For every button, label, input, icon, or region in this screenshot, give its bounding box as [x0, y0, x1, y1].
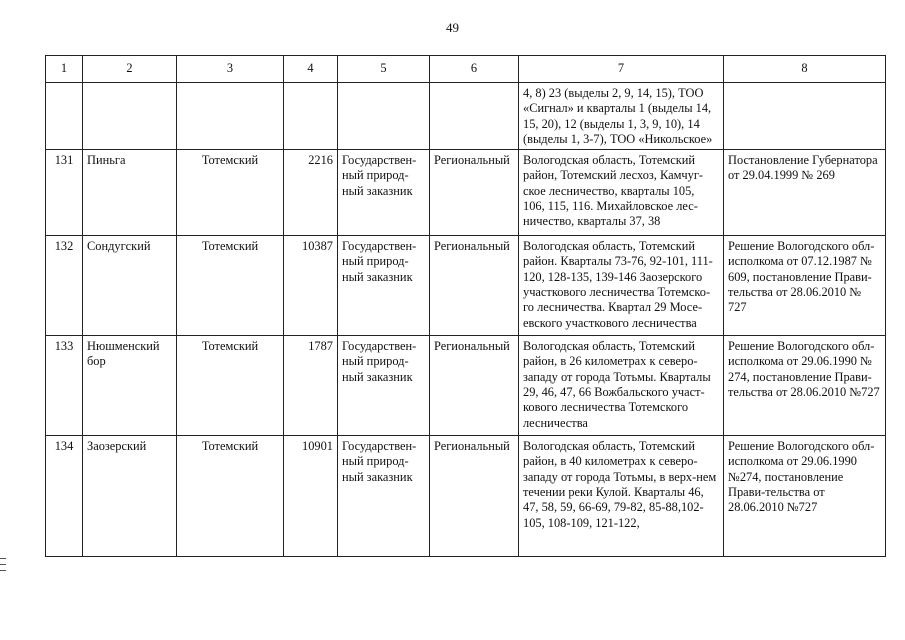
cell-location: Вологодская область, Тотемский район. Кварталы 73-76, 92-101, 111-120, 128-135, 139-146 Заозерского участкового лесничества Тотемско-го лесничества. Квартал 29 Мосе-евского участкового лесничества: [519, 236, 724, 336]
cell-area: 10901: [284, 436, 338, 557]
cell-empty: [338, 83, 430, 150]
cell-name: Сондугский: [83, 236, 177, 336]
cell-empty: [724, 83, 886, 150]
cell-document: Постановление Губернатора от 29.04.1999 № 269: [724, 150, 886, 236]
cell-district: Тотемский: [177, 336, 284, 436]
cell-name: Заозерский: [83, 436, 177, 557]
col-header-1: 1: [46, 56, 83, 83]
continuation-row: [46, 83, 886, 150]
cell-significance: Региональный: [430, 336, 519, 436]
cell-significance: Региональный: [430, 150, 519, 236]
col-header-4: 4: [284, 56, 338, 83]
cell-significance: Региональный: [430, 236, 519, 336]
cell-category: Государствен-ный природ-ный заказник: [338, 336, 430, 436]
cell-district: Тотемский: [177, 436, 284, 557]
cell-number: 134: [46, 436, 83, 557]
col-header-3: 3: [177, 56, 284, 83]
cell-empty: [430, 83, 519, 150]
page-number: 49: [446, 20, 459, 35]
col-header-2: 2: [83, 56, 177, 83]
table-row: [46, 436, 886, 557]
cell-area: 1787: [284, 336, 338, 436]
table-row: [46, 236, 886, 336]
cell-district: Тотемский: [177, 236, 284, 336]
cell-number: 132: [46, 236, 83, 336]
cell-location: Вологодская область, Тотемский район, Тотемский лесхоз, Камчуг-ское лесничество, кварталы 105, 106, 115, 116. Михайловское лес-ничество, кварталы 37, 38: [519, 150, 724, 236]
reserves-table: [45, 55, 886, 557]
table-row: [46, 336, 886, 436]
cell-empty: [46, 83, 83, 150]
cell-location: 4, 8) 23 (выделы 2, 9, 14, 15), ТОО «Сигнал» и кварталы 1 (выделы 14, 15, 20), 12 (выделы 1, 3, 9, 10), 14 (выделы 1, 3-7), ТОО «Никольское»: [519, 83, 724, 150]
col-header-6: 6: [430, 56, 519, 83]
cell-document: Решение Вологодского обл-исполкома от 29.06.1990 №274, постановление Прави-тельства от 28.06.2010 №727: [724, 436, 886, 557]
cell-name: Пиньга: [83, 150, 177, 236]
table-row: [46, 150, 886, 236]
cell-location: Вологодская область, Тотемский район, в 26 километрах к северо-западу от города Тотьмы. Кварталы 29, 46, 47, 66 Вожбальского участ-кового лесничества Тотемского лесничества: [519, 336, 724, 436]
cell-category: Государствен-ный природ-ный заказник: [338, 436, 430, 557]
col-header-7: 7: [519, 56, 724, 83]
cell-category: Государствен-ный природ-ный заказник: [338, 236, 430, 336]
col-header-5: 5: [338, 56, 430, 83]
cell-significance: Региональный: [430, 436, 519, 557]
cell-document: Решение Вологодского обл-исполкома от 29.06.1990 № 274, постановление Прави-тельства от 28.06.2010 №727: [724, 336, 886, 436]
margin-marks: [0, 558, 6, 576]
cell-category: Государствен-ный природ-ный заказник: [338, 150, 430, 236]
cell-district: Тотемский: [177, 150, 284, 236]
cell-name: Нюшменский бор: [83, 336, 177, 436]
cell-number: 131: [46, 150, 83, 236]
cell-area: 2216: [284, 150, 338, 236]
cell-empty: [284, 83, 338, 150]
cell-number: 133: [46, 336, 83, 436]
col-header-8: 8: [724, 56, 886, 83]
header-row: [46, 56, 886, 83]
cell-document: Решение Вологодского обл-исполкома от 07.12.1987 № 609, постановление Прави-тельства от 28.06.2010 № 727: [724, 236, 886, 336]
cell-area: 10387: [284, 236, 338, 336]
cell-empty: [83, 83, 177, 150]
cell-location: Вологодская область, Тотемский район, в 40 километрах к северо-западу от города Тотьмы, в верх-нем течении реки Кулой. Кварталы 46, 47, 58, 59, 66-69, 79-82, 85-88,102-105, 108-109, 121-122,: [519, 436, 724, 557]
cell-empty: [177, 83, 284, 150]
